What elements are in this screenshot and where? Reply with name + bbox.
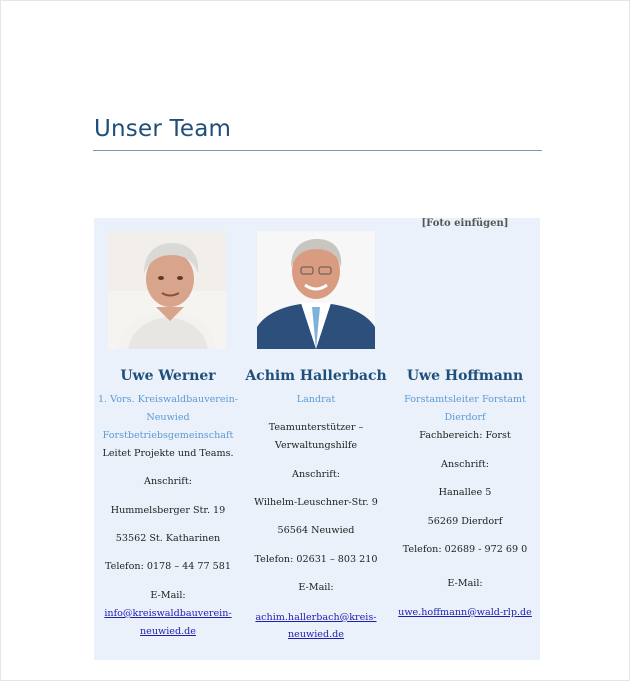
address-label: Anschrift: [292,469,340,480]
member-role: Dierdorf [444,412,486,423]
phone-number: Telefon: 02631 – 803 210 [254,554,378,565]
member-description: Leitet Projekte und Teams. [102,448,234,459]
member-description: Fachbereich: Forst [419,430,511,441]
address-street: Wilhelm-Leuschner-Str. 9 [254,497,378,508]
member-name: Achim Hallerbach [245,368,387,384]
portrait-photo-hallerbach [257,231,375,349]
member-description: Teamunterstützer – [268,422,364,433]
member-role: Landrat [296,394,336,405]
email-label: E-Mail: [447,578,483,589]
email-link[interactable]: uwe.hoffmann@wald-rlp.de [398,607,532,618]
title-underline [93,150,542,151]
photo-placeholder: [Foto einfügen] [421,218,509,229]
team-member-card-hallerbach [242,218,390,660]
team-table [94,218,540,660]
page-title: Unser Team [94,116,232,142]
address-street: Hummelsberger Str. 19 [110,505,226,516]
address-city: 53562 St. Katharinen [115,533,221,544]
email-link[interactable]: achim.hallerbach@kreis- [255,612,377,623]
member-role: Forstbetriebsgemeinschaft [102,430,234,441]
member-description: Verwaltungshilfe [274,440,358,451]
member-role: 1. Vors. Kreiswaldbauverein- [97,394,239,405]
team-member-card-hoffmann [391,218,539,660]
email-link[interactable]: info@kreiswaldbauverein- [104,608,232,619]
address-city: 56269 Dierdorf [427,516,503,527]
email-label: E-Mail: [298,582,334,593]
member-name: Uwe Werner [120,368,216,384]
team-member-card-werner [94,218,242,660]
email-label: E-Mail: [150,590,186,601]
phone-number: Telefon: 02689 - 972 69 0 [402,544,528,555]
address-street: Hanallee 5 [438,487,492,498]
email-link[interactable]: neuwied.de [139,626,196,637]
address-label: Anschrift: [144,476,192,487]
address-city: 56564 Neuwied [277,525,355,536]
portrait-photo-werner [108,231,226,349]
phone-number: Telefon: 0178 – 44 77 581 [104,561,231,572]
member-role: Neuwied [146,412,190,423]
address-label: Anschrift: [441,459,489,470]
email-link[interactable]: neuwied.de [287,629,344,640]
member-name: Uwe Hoffmann [406,368,524,384]
member-role: Forstamtsleiter Forstamt [404,394,526,405]
